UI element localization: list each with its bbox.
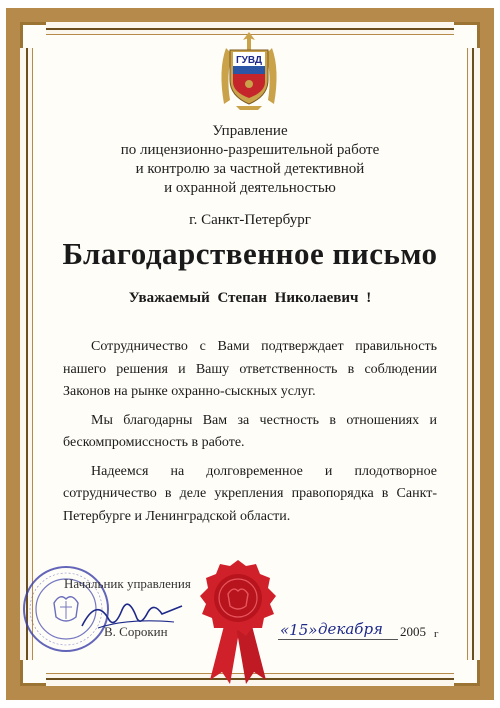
date-day: «15» <box>280 621 318 639</box>
frame-corner-top-left <box>20 22 46 48</box>
date-month: декабря <box>318 620 383 638</box>
document-title: Благодарственное письмо <box>62 236 438 271</box>
paragraph-3: Надеемся на долговременное и плодотворное сотрудничество в деле укрепления правопорядка в Санкт-Петербурге и Ленинградской области. <box>63 463 437 524</box>
issue-date <box>278 620 439 642</box>
signatory-name: В. Сорокин <box>104 624 168 639</box>
organization-line-2: по лицензионно-разрешительной работе <box>120 142 380 158</box>
police-emblem-icon <box>214 30 284 112</box>
organization-line-1: Управление <box>212 123 288 139</box>
wax-seal-icon <box>196 556 280 686</box>
paragraph-2: Мы благодарны Вам за честность в отношениях и бескомпромиссность в работе. <box>63 412 437 450</box>
date-year: 2005 <box>400 624 426 639</box>
frame-corner-top-right <box>454 22 480 48</box>
salutation: Уважаемый Степан Николаевич ! <box>128 290 372 306</box>
organization-line-3: и контролю за частной детективной <box>135 161 365 177</box>
city-label: г. Санкт-Петербург <box>189 212 311 228</box>
date-underline <box>278 639 398 640</box>
date-suffix: г <box>434 628 439 640</box>
frame-corner-bottom-right <box>454 660 480 686</box>
signatory-title: Начальник управления <box>64 576 191 591</box>
organization-name <box>60 122 440 198</box>
emblem-abbreviation: ГУВД <box>235 55 263 66</box>
frame-corner-bottom-left <box>20 660 46 686</box>
organization-line-4: и охранной деятельностью <box>164 180 336 196</box>
paragraph-1: Сотрудничество с Вами подтверждает правильность нашего решения и Вашу ответственность в соблюдении Законов на рынке охранно-сыскных услуг. <box>63 339 437 399</box>
letter-body <box>63 336 437 534</box>
